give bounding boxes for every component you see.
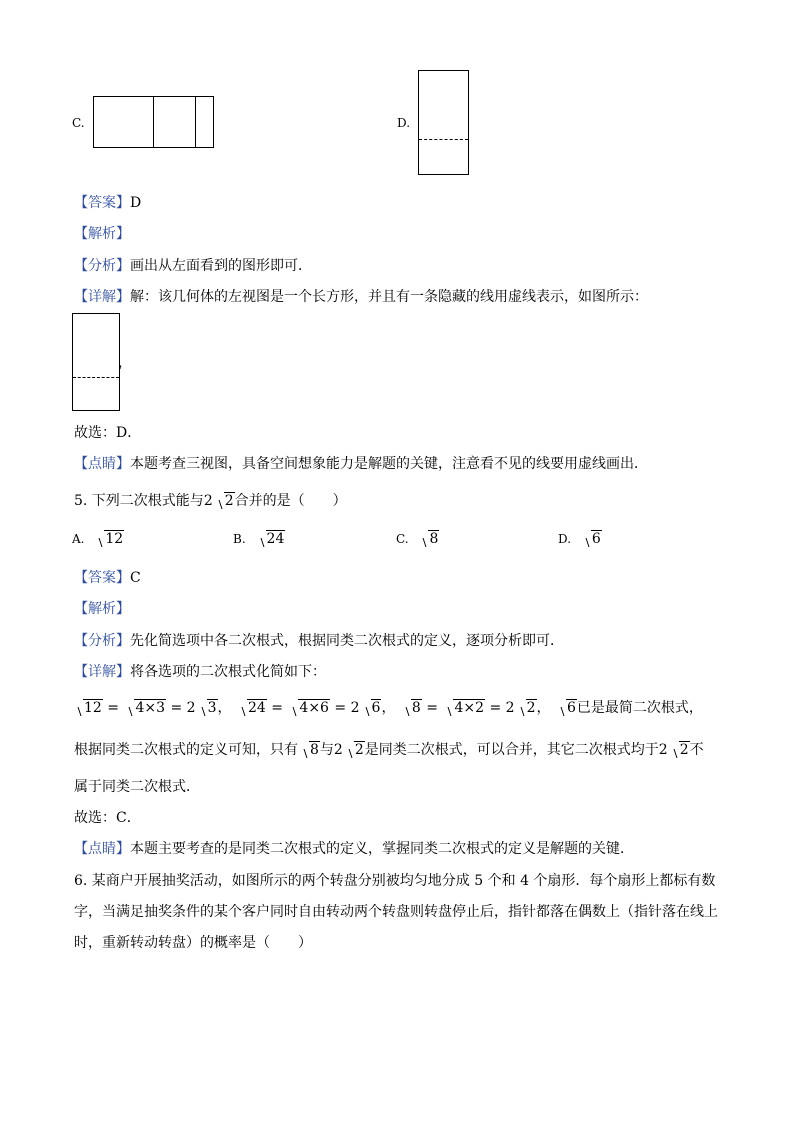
- fenxi-tag: 【分析】: [74, 258, 130, 274]
- radicand: 2: [679, 742, 689, 758]
- radicand: 6: [566, 700, 576, 716]
- equals-sign: =: [271, 700, 283, 716]
- q5-stem-pre: 5. 下列二次根式能与: [74, 493, 204, 509]
- comment-tag: 【点睛】: [74, 841, 130, 857]
- equals-sign: =: [334, 700, 347, 716]
- fenxi-text: 先化简选项中各二次根式，根据同类二次根式的定义，逐项分析即可．: [130, 633, 564, 649]
- q4-detail-line: [74, 286, 648, 306]
- figure-line: [153, 97, 154, 147]
- equals-sign: =: [107, 700, 120, 716]
- sqrt-symbol: [300, 742, 320, 758]
- option-label: D.: [558, 532, 572, 546]
- answer-tag: 【答案】: [74, 570, 130, 586]
- q4-choose: 故选：D．: [74, 425, 142, 441]
- text: 根据同类二次根式的定义可知，只有: [74, 742, 298, 758]
- q5-option-d: [558, 531, 602, 547]
- coefficient: 2: [658, 742, 668, 758]
- q5-stem-coef: 2: [203, 493, 213, 509]
- sqrt-symbol: [402, 700, 422, 716]
- sqrt-symbol: [257, 531, 286, 547]
- coefficient: 2: [350, 700, 360, 716]
- text: 不: [689, 742, 704, 758]
- sqrt-symbol: [582, 531, 602, 547]
- figure-line: [195, 97, 196, 147]
- q5-detail-line: [74, 661, 326, 681]
- q4-comment-line: [74, 453, 648, 473]
- q5-option-b: [233, 531, 285, 547]
- left-view-figure: [72, 313, 120, 411]
- separator: ，: [536, 700, 551, 716]
- radicand: 2: [224, 493, 234, 509]
- sqrt-symbol: [198, 700, 218, 716]
- comment-tag: 【点睛】: [74, 456, 130, 472]
- q5-stem-post: 合并的是（ ）: [234, 493, 347, 509]
- sqrt-symbol: [670, 742, 690, 758]
- text: 与: [319, 742, 334, 758]
- q5-choose: 故选：C．: [74, 810, 141, 826]
- sqrt-symbol: [444, 700, 485, 716]
- sqrt-symbol: [289, 700, 330, 716]
- sqrt-symbol: [238, 700, 267, 716]
- coefficient: 2: [505, 700, 515, 716]
- radicand: 8: [429, 531, 439, 547]
- coefficient: 2: [333, 742, 343, 758]
- q4-answer-line: [74, 192, 141, 212]
- analysis-tag: 【解析】: [74, 601, 130, 617]
- answer-value: D: [130, 195, 142, 211]
- coefficient: 2: [186, 700, 196, 716]
- q6-stem-line3: 时，重新转动转盘）的概率是（ ）: [74, 935, 312, 951]
- sqrt-symbol: [95, 531, 124, 547]
- option-c-label: C.: [72, 116, 85, 130]
- sqrt-symbol: [345, 742, 365, 758]
- radicand: 8: [411, 700, 421, 716]
- radicand: 3: [207, 700, 217, 716]
- detail-text: 将各选项的二次根式化简如下：: [130, 664, 326, 680]
- text: 是同类二次根式，可以合并，其它二次根式均于: [364, 742, 659, 758]
- equals-sign: =: [489, 700, 502, 716]
- q5-comment-line: [74, 838, 634, 858]
- detail-text: 解：该几何体的左视图是一个长方形，并且有一条隐藏的线用虚线表示，如图所示：: [130, 289, 648, 305]
- option-label: B.: [233, 532, 246, 546]
- q6-stem-line2: 字，当满足抽奖条件的某个客户同时自由转动两个转盘则转盘停止后，指针都落在偶数上（指针落在线上: [74, 904, 718, 920]
- radicand: 2: [354, 742, 364, 758]
- detail-tag: 【详解】: [74, 289, 130, 305]
- radicand: 6: [371, 700, 381, 716]
- hidden-dashed-line: [73, 377, 119, 378]
- q5-fenxi-line: [74, 630, 564, 650]
- sqrt-symbol: [517, 700, 537, 716]
- radicand: 12: [84, 700, 102, 716]
- sqrt-symbol: [74, 700, 103, 716]
- q5-line3: 属于同类二次根式．: [74, 779, 200, 795]
- q5-equation-line: [72, 697, 703, 717]
- q5-stem: [74, 490, 347, 510]
- equals-sign: =: [170, 700, 183, 716]
- option-c-figure: [93, 96, 214, 148]
- figure-comma: ，: [118, 355, 132, 371]
- equation-tail: 已是最简二次根式，: [576, 700, 703, 716]
- sqrt-symbol: [419, 531, 439, 547]
- q5-option-c: [396, 531, 439, 547]
- q4-fenxi-line: [74, 255, 312, 275]
- q5-conclusion-line: [74, 739, 704, 759]
- fenxi-tag: 【分析】: [74, 633, 130, 649]
- equals-sign: =: [426, 700, 439, 716]
- separator: ，: [381, 700, 396, 716]
- radicand: 24: [247, 700, 266, 716]
- sqrt-symbol: [125, 700, 166, 716]
- option-label: A.: [72, 532, 85, 546]
- answer-value: C: [130, 570, 141, 586]
- comment-text: 本题主要考查的是同类二次根式的定义，掌握同类二次根式的定义是解题的关键．: [130, 841, 634, 857]
- radicand: 2: [526, 700, 536, 716]
- fenxi-text: 画出从左面看到的图形即可．: [130, 258, 312, 274]
- q5-option-a: [72, 531, 124, 547]
- option-label: C.: [396, 532, 409, 546]
- hidden-dashed-line: [419, 139, 468, 140]
- radicand: 12: [105, 531, 124, 547]
- option-d-label: D.: [397, 116, 411, 130]
- detail-tag: 【详解】: [74, 664, 130, 680]
- radicand: 4×6: [299, 700, 329, 716]
- radicand: 4×3: [135, 700, 166, 716]
- radicand: 4×2: [454, 700, 485, 716]
- comment-text: 本题考查三视图，具备空间想象能力是解题的关键，注意看不见的线要用虚线画出．: [130, 456, 648, 472]
- sqrt-symbol: [362, 700, 382, 716]
- q5-answer-line: [74, 567, 141, 587]
- separator: ，: [217, 700, 232, 716]
- radicand: 8: [310, 742, 319, 758]
- analysis-tag: 【解析】: [74, 226, 130, 242]
- radicand: 24: [266, 531, 285, 547]
- option-d-figure: [418, 70, 469, 175]
- answer-tag: 【答案】: [74, 195, 130, 211]
- sqrt-symbol: [557, 700, 577, 716]
- q6-stem-line1: 6. 某商户开展抽奖活动，如图所示的两个转盘分别被均匀地分成 5 个和 4 个扇形．每个扇形上都标有数: [74, 873, 716, 889]
- radicand: 6: [591, 531, 601, 547]
- sqrt-symbol: [215, 493, 235, 509]
